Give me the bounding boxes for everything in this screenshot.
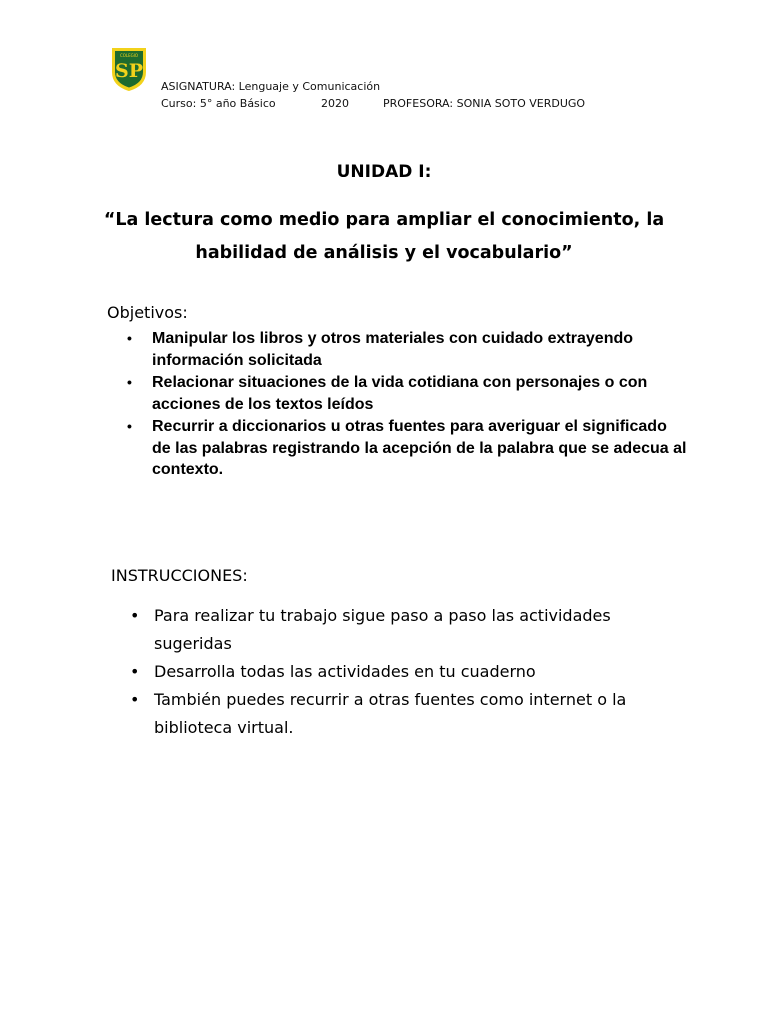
objective-item: • Recurrir a diccionarios u otras fuentes para averiguar el significado de las palabras registrando la acepción de la palabra que se adecua al contexto. [127, 416, 687, 481]
instructions-list [130, 602, 650, 742]
svg-text:SP: SP [114, 60, 144, 82]
instructions-heading: INSTRUCCIONES: [111, 566, 248, 585]
unit-title: UNIDAD I: [336, 162, 432, 182]
objectives-heading: Objetivos: [107, 303, 188, 322]
instruction-item: • Desarrolla todas las actividades en tu cuaderno [130, 658, 650, 686]
instruction-item: • También puedes recurrir a otras fuentes como internet o la biblioteca virtual. [130, 686, 650, 742]
objective-item: • Relacionar situaciones de la vida cotidiana con personajes o con acciones de los textos leídos [127, 372, 687, 415]
objectives-list [127, 328, 687, 482]
objective-item: • Manipular los libros y otros materiales con cuidado extrayendo información solicitada [127, 328, 687, 371]
year-label: 2020 [321, 97, 349, 110]
school-crest-logo [110, 46, 148, 92]
course-label: Curso: 5° año Básico [161, 97, 276, 110]
unit-subtitle [100, 204, 668, 270]
subject-line: ASIGNATURA: Lenguaje y Comunicación [161, 80, 381, 93]
instruction-item: • Para realizar tu trabajo sigue paso a paso las actividades sugeridas [130, 602, 650, 658]
teacher-label: PROFESORA: SONIA SOTO VERDUGO [383, 97, 586, 110]
unit-subtitle-line2: habilidad de análisis y el vocabulario” [195, 243, 573, 263]
svg-text:COLEGIO: COLEGIO [119, 53, 139, 58]
unit-subtitle-line1: “La lectura como medio para ampliar el conocimiento, la [103, 210, 665, 230]
